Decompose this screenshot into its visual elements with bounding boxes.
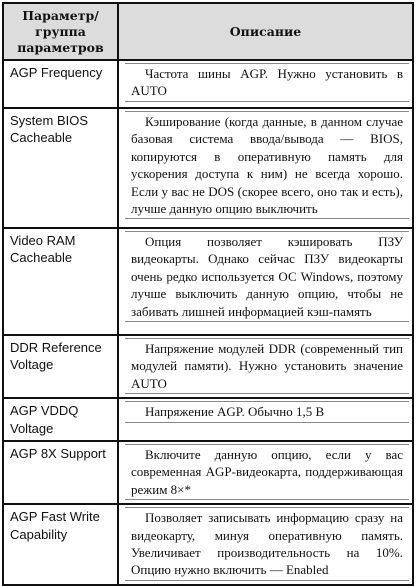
- description-cell: [118, 441, 413, 504]
- table-header-row: [3, 3, 413, 60]
- description-text: Опция позволяет кэшировать ПЗУ видеокарты. Однако сейчас ПЗУ видеокарты очень редко используется ОС Windows, поэтому лучше выключить данную опцию, чтобы не забивать лишней информацией кэш-память: [125, 231, 409, 322]
- description-text: Напряжение AGP. Обычно 1,5 В: [125, 401, 409, 422]
- parameter-cell: System BIOS Cacheable: [3, 108, 118, 228]
- parameter-cell: AGP 8X Support: [3, 441, 118, 504]
- description-cell: [118, 60, 413, 108]
- header-parameter: [3, 3, 118, 60]
- table-row: [3, 335, 413, 398]
- header-parameter-line: Параметр/: [22, 7, 99, 23]
- table-row: [3, 504, 413, 585]
- table-row: [3, 228, 413, 335]
- parameter-cell: AGP Frequency: [3, 60, 118, 108]
- parameters-table: [2, 2, 414, 586]
- description-text: Включите данную опцию, если у вас современная AGP-видеокарта, поддерживающая режим 8×*: [125, 444, 409, 500]
- parameter-cell: Video RAM Cacheable: [3, 228, 118, 335]
- header-parameter-line: группа: [35, 23, 86, 39]
- description-cell: [118, 228, 413, 335]
- description-cell: [118, 504, 413, 585]
- table-row: [3, 441, 413, 504]
- table-row: [3, 398, 413, 441]
- description-cell: [118, 108, 413, 228]
- description-cell: [118, 398, 413, 441]
- description-text: Кэширование (когда данные, в данном случае базовая система ввода/вывода — BIOS, копируются в оперативную память для ускорения доступа к ним) не всегда хорошо. Если у вас не DOS (скорее всего, оно так и есть), лучше данную опцию выключить: [125, 111, 409, 219]
- parameter-cell: DDR Reference Voltage: [3, 335, 118, 398]
- header-parameter-line: параметров: [17, 39, 104, 55]
- header-description: Описание: [118, 3, 413, 60]
- description-cell: [118, 335, 413, 398]
- description-text: Напряжение модулей DDR (современный тип модулей памяти). Нужно установить значение AUTO: [125, 338, 409, 394]
- description-text: Частота шины AGP. Нужно установить в AUTO: [125, 63, 409, 102]
- description-text: Позволяет записывать информацию сразу на видеокарту, минуя оперативную память. Увеличивает производительность на 10%. Опцию нужно включить — Enabled: [125, 507, 409, 581]
- parameter-cell: AGP VDDQ Voltage: [3, 398, 118, 441]
- table-row: [3, 108, 413, 228]
- parameter-cell: AGP Fast Write Capability: [3, 504, 118, 585]
- table-row: [3, 60, 413, 108]
